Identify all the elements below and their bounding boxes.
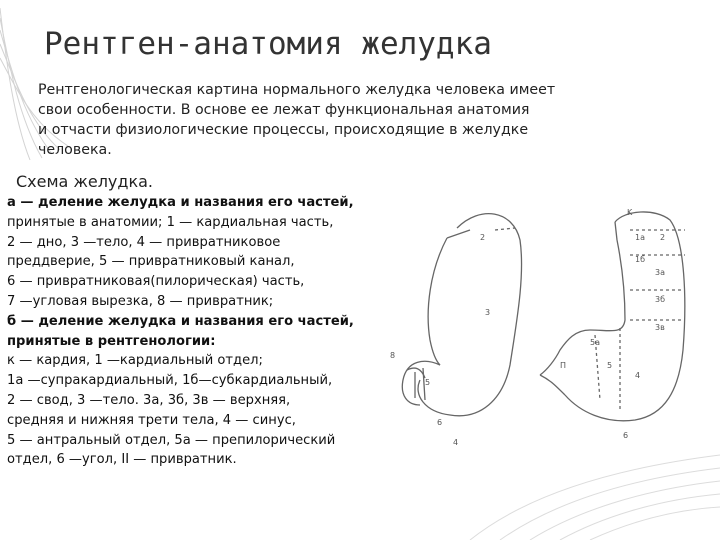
section-a-line: 6 — привратниковая(пилорическая) часть, (7, 274, 305, 290)
section-a-line: 2 — дно, 3 —тело, 4 — привратниковое (7, 234, 281, 250)
section-a-line: 7 —угловая вырезка, 8 — привратник; (7, 293, 274, 309)
figure-label: 2 (480, 233, 486, 242)
figure-label: 5 (607, 361, 613, 370)
section-b-line: к — кардия, 1 —кардиальный отдел; (7, 353, 263, 369)
intro-paragraph (38, 80, 638, 160)
section-b-line: средняя и нижняя трети тела, 4 — синус, (7, 412, 296, 428)
figure-label: 3а (655, 268, 665, 277)
figure-label: 3б (655, 295, 666, 304)
intro-line: человека. (38, 142, 112, 158)
section-b-line: 1а —супракардиальный, 1б—субкардиальный, (7, 373, 333, 389)
figure-label: 6 (623, 431, 629, 440)
left-stomach-inner-outline (428, 238, 447, 365)
figure-label: 1a (635, 233, 645, 242)
figure-label: 5 (425, 378, 431, 387)
figure-label: 5а (590, 338, 600, 347)
section-a-heading: а — деление желудка и названия его частей, (7, 195, 354, 210)
section-a-line: преддверие, 5 — привратниковый канал, (7, 254, 295, 270)
right-stomach-inner-outline (540, 240, 625, 375)
figure-label: 6 (437, 418, 443, 427)
scheme-subtitle: Схема желудка. (16, 172, 154, 191)
stomach-diagram-svg (385, 200, 720, 455)
figure-label: 8 (390, 351, 396, 360)
section-b-line: 5 — антральный отдел, 5а — препилорический (7, 432, 336, 448)
section-b-heading: б — деление желудка и названия его частей, (7, 313, 354, 329)
figure-label: 4 (635, 371, 641, 380)
section-b-line: 2 — свод, 3 —тело. 3а, 3б, 3в — верхняя, (7, 392, 291, 408)
figure-label: 4 (453, 438, 459, 447)
section-a-line: принятые в анатомии; 1 — кардиальная часть, (7, 214, 334, 230)
intro-line: свои особенности. В основе ее лежат функциональная анатомия (38, 102, 530, 118)
stomach-diagram (385, 200, 720, 455)
figure-label: K (627, 208, 633, 217)
legend-text (7, 193, 392, 470)
figure-label: 2 (660, 233, 666, 242)
figure-label: 3в (655, 323, 665, 332)
figure-label: 1б (635, 255, 646, 264)
figure-label: П (560, 361, 567, 370)
left-stomach-outline (418, 214, 522, 416)
section-b-line: отдел, 6 —угол, II — привратник. (7, 452, 237, 468)
intro-line: Рентгенологическая картина нормального желудка человека имеет (38, 82, 556, 98)
figure-label: 3 (485, 308, 491, 317)
intro-line: и отчасти физиологические процессы, происходящие в желудке (38, 122, 529, 138)
page-title: Рентген-анатомия желудка (44, 26, 492, 62)
section-b-heading: принятые в рентгенологии: (7, 333, 216, 349)
